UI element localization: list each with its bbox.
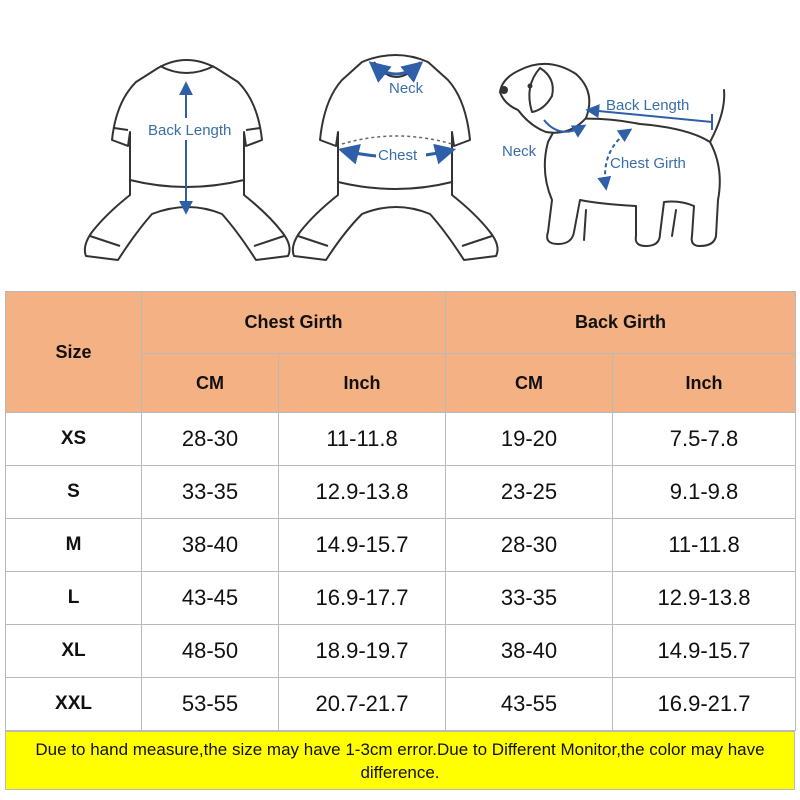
- size-cell: S: [6, 466, 142, 519]
- chest-inch-cell: 11-11.8: [279, 413, 446, 466]
- disclaimer-note: Due to hand measure,the size may have 1-3cm error.Due to Different Monitor,the color may have difference.: [5, 731, 795, 790]
- back-inch-cell: 11-11.8: [613, 519, 796, 572]
- back-cm-cell: 19-20: [446, 413, 613, 466]
- chest-inch-cell: 14.9-15.7: [279, 519, 446, 572]
- chest-cm-cell: 38-40: [142, 519, 279, 572]
- size-header: Size: [6, 292, 142, 413]
- back-cm-cell: 28-30: [446, 519, 613, 572]
- back-inch-cell: 9.1-9.8: [613, 466, 796, 519]
- back-cm-cell: 23-25: [446, 466, 613, 519]
- back-cm-cell: 43-55: [446, 678, 613, 731]
- table-row: [6, 572, 796, 625]
- back-cm-cell: 33-35: [446, 572, 613, 625]
- dog-neck-label: Neck: [502, 143, 537, 160]
- front-chest-label: Chest: [378, 147, 418, 164]
- chest-girth-header: Chest Girth: [142, 292, 446, 354]
- chest-cm-cell: 28-30: [142, 413, 279, 466]
- measurement-illustration: [0, 0, 800, 290]
- dog-chest-girth-label: Chest Girth: [610, 155, 686, 172]
- chest-cm-cell: 43-45: [142, 572, 279, 625]
- size-cell: XL: [6, 625, 142, 678]
- back-cm-header: CM: [446, 354, 613, 413]
- back-girth-header: Back Girth: [446, 292, 796, 354]
- table-row: [6, 413, 796, 466]
- size-cell: M: [6, 519, 142, 572]
- garment-back-view: [85, 60, 290, 260]
- table-row: [6, 678, 796, 731]
- back-inch-header: Inch: [613, 354, 796, 413]
- dog-back-length-label: Back Length: [606, 97, 690, 114]
- back-inch-cell: 7.5-7.8: [613, 413, 796, 466]
- chest-inch-cell: 12.9-13.8: [279, 466, 446, 519]
- chest-cm-cell: 53-55: [142, 678, 279, 731]
- size-cell: XS: [6, 413, 142, 466]
- size-chart-table: [5, 291, 796, 731]
- size-cell: L: [6, 572, 142, 625]
- chest-inch-header: Inch: [279, 354, 446, 413]
- back-length-label: Back Length: [148, 122, 232, 139]
- back-cm-cell: 38-40: [446, 625, 613, 678]
- chest-inch-cell: 20.7-21.7: [279, 678, 446, 731]
- table-row: [6, 519, 796, 572]
- chest-cm-cell: 48-50: [142, 625, 279, 678]
- chest-inch-cell: 18.9-19.7: [279, 625, 446, 678]
- chest-cm-header: CM: [142, 354, 279, 413]
- size-cell: XXL: [6, 678, 142, 731]
- table-row: [6, 625, 796, 678]
- chest-inch-cell: 16.9-17.7: [279, 572, 446, 625]
- front-neck-label: Neck: [389, 80, 424, 97]
- chest-cm-cell: 33-35: [142, 466, 279, 519]
- back-inch-cell: 14.9-15.7: [613, 625, 796, 678]
- back-inch-cell: 12.9-13.8: [613, 572, 796, 625]
- back-inch-cell: 16.9-21.7: [613, 678, 796, 731]
- table-row: [6, 466, 796, 519]
